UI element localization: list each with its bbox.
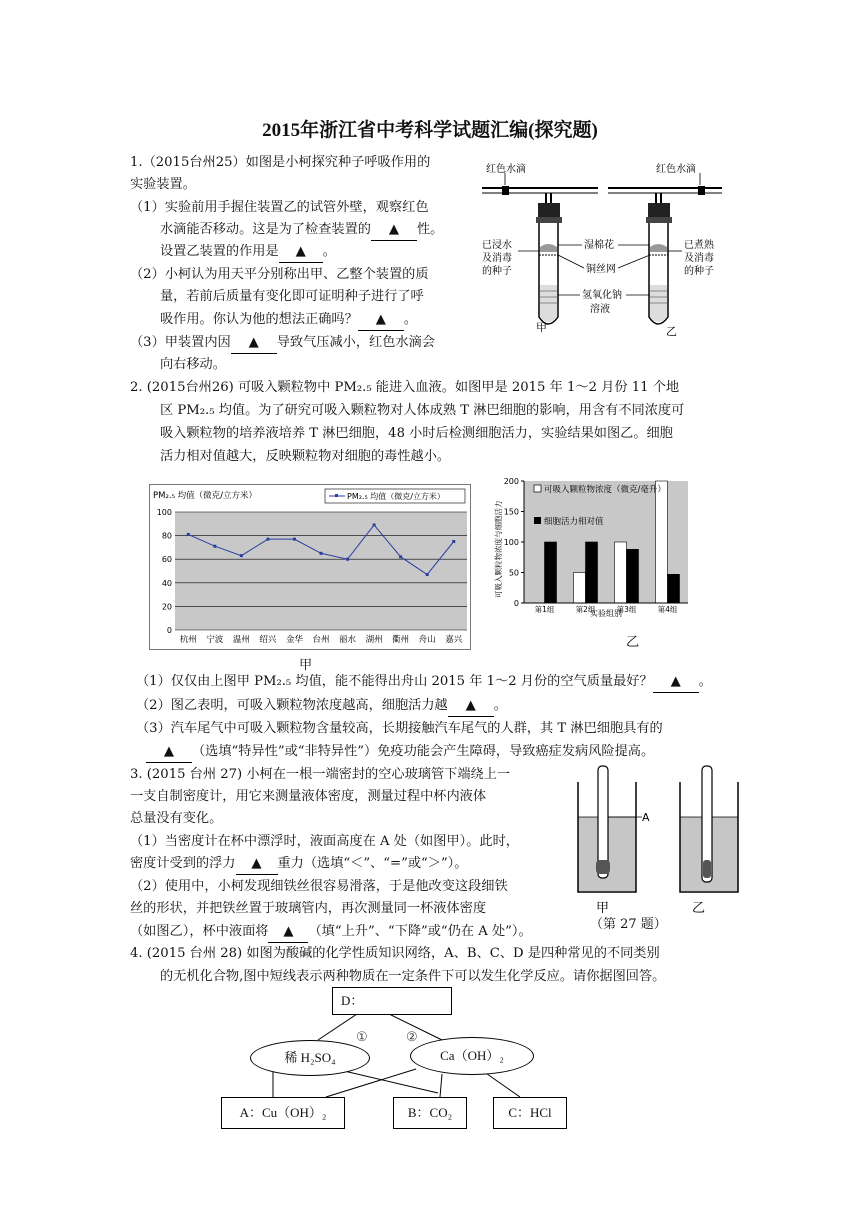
y-tick-label: 20 (161, 602, 172, 612)
q1-part3-line2: 向右移动。 (160, 357, 226, 372)
data-point (187, 533, 190, 536)
y-tick-label: 60 (161, 555, 172, 565)
q3-line1: 3. (2015 台州 27) 小柯在一根一端密封的空心玻璃管下端绕上一 (130, 767, 511, 782)
data-point (293, 538, 296, 541)
q3-line6: （2）使用中，小柯发现细铁丝很容易滑落，于是他改变这段细铁 (130, 879, 508, 894)
q2-part1: （1）仅仅由上图甲 PM₂.₅ 均值，能不能得出舟山 2015 年 1～2 月份的空气质量最好？ ▲ 。 (136, 671, 712, 693)
q3-line4: （1）当密度计在杯中漂浮时，液面高度在 A 处（如图甲）。此时， (130, 834, 519, 849)
iron-wire-jia (596, 860, 610, 874)
seed-label-left-2: 及消毒 (482, 253, 512, 264)
red-drop-label-left: 红色水滴 (486, 164, 526, 175)
cotton-label: 湿棉花 (584, 240, 614, 251)
q4-line2: 的无机化合物,图中短线表示两种物质在一定条件下可以发生化学反应。请你据图回答。 (160, 969, 666, 984)
q1-part2-line2: 量，若前后质量有变化即可证明种子进行了呼 (160, 289, 424, 304)
x-tick-label: 丽水 (339, 635, 357, 645)
node-b: B：CO₂ (393, 1097, 467, 1129)
y-tick-label: 100 (503, 538, 519, 547)
x-tick-label: 杭州 (179, 635, 197, 645)
hydrometer-jia-label: 甲 (596, 901, 610, 916)
data-point (426, 573, 429, 576)
q4-line1: 4. (2015 台州 28) 如图为酸碱的化学性质知识网络，A、B、C、D 是四种常见的不同类别 (130, 946, 660, 961)
seed-label-left-3: 的种子 (482, 266, 512, 277)
red-water-drop-left (502, 186, 509, 195)
x-tick-label: 第4组 (657, 605, 678, 614)
q3-line5: 密度计受到的浮力 ▲ 重力（选填“＜”、“=”或“＞”）。 (130, 853, 467, 875)
data-point (346, 558, 349, 561)
q1-part1-line2: 水滴能否移动。这是为了检查装置的 ▲ 性。 (160, 219, 443, 241)
q1-part1-line3: 设置乙装置的作用是 ▲ 。 (160, 241, 336, 263)
seed-label-left-1: 已浸水 (482, 240, 512, 251)
data-point (213, 545, 216, 548)
q1-part2-line3: 吸作用。你认为他的想法正确吗？ ▲ 。 (160, 309, 417, 331)
iron-wire-yi (703, 860, 711, 878)
bar (668, 574, 680, 603)
q2-part2: （2）图乙表明，可吸入颗粒物浓度越高，细胞活力越 ▲ 。 (136, 695, 507, 717)
naoh-label-1: 氢氧化钠 (582, 290, 622, 301)
copper-mesh-label: 铜丝网 (586, 264, 616, 275)
y-tick-label: 50 (508, 568, 519, 578)
legend-label: PM₂.₅ 均值（微克/立方米） (347, 492, 445, 501)
bar-xlabel: 实验组别 (590, 609, 622, 618)
node-caoh2: Ca（OH）₂ (410, 1037, 534, 1075)
q2-part3-line1: （3）汽车尾气中可吸入颗粒物含量较高，长期接触汽车尾气的人群，其 T 淋巴细胞具有的 (136, 721, 663, 736)
x-tick-label: 台州 (312, 635, 330, 645)
red-water-drop-right (698, 186, 705, 195)
q3-line8: （如图乙），杯中液面将 ▲ （填“上升”、“下降”或“仍在 A 处”）。 (130, 921, 532, 943)
y-tick-label: 0 (513, 599, 519, 608)
bar-legend-1: 可吸入颗粒物浓度（微克/毫升） (544, 485, 666, 495)
apparatus-yi-label: 乙 (666, 325, 677, 338)
answer-blank: ▲ (279, 241, 323, 263)
reaction-2-label: ② (406, 1030, 418, 1045)
answer-blank: ▲ (146, 741, 192, 763)
q2-stem-line2: 区 PM₂.₅ 均值。为了研究可吸入颗粒物对人体成熟 T 淋巴细胞的影响，用含有不同浓度可 (160, 403, 685, 418)
answer-blank: ▲ (371, 219, 417, 241)
bar (615, 542, 627, 603)
level-a-label: A (642, 811, 650, 824)
hydrometer-figure (570, 762, 750, 922)
bar (627, 549, 639, 603)
chart-title: PM₂.₅ 均值（微克/立方米） (153, 491, 258, 501)
seed-label-right-3: 的种子 (684, 266, 714, 277)
y-tick-label: 80 (161, 531, 172, 541)
y-tick-label: 150 (503, 507, 519, 517)
q1-part2-line1: （2）小柯认为用天平分别称出甲、乙整个装置的质 (130, 267, 429, 282)
x-tick-label: 衢州 (392, 635, 410, 645)
red-drop-label-right: 红色水滴 (656, 164, 696, 175)
x-tick-label: 绍兴 (259, 635, 277, 645)
x-tick-label: 第1组 (534, 605, 555, 614)
x-tick-label: 金华 (285, 635, 303, 645)
q2-stem-line1: 2. (2015台州26) 可吸入颗粒物中 PM₂.₅ 能进入血液。如图甲是 2015 年 1～2 月份 11 个地 (130, 380, 680, 395)
x-tick-label: 湖州 (365, 635, 383, 645)
y-tick-label: 0 (166, 626, 172, 635)
y-tick-label: 40 (161, 578, 172, 588)
answer-blank: ▲ (448, 695, 494, 717)
q3-line7: 丝的形状，并把铁丝置于玻璃管内，再次测量同一杯液体密度 (130, 901, 487, 916)
bar-ylabel: 可吸入颗粒物浓度与细胞活力 (494, 500, 503, 598)
y-tick-label: 200 (503, 477, 519, 486)
q1-stem-line2: 实验装置。 (130, 177, 196, 192)
bar (586, 542, 598, 603)
q1-stem-line1: 1.（2015台州25）如图是小柯探究种子呼吸作用的 (130, 155, 431, 170)
bar-legend-2: 细胞活力相对值 (544, 517, 604, 527)
node-d: D： (332, 987, 452, 1015)
chart-jia-label: 甲 (299, 658, 313, 673)
answer-blank: ▲ (231, 332, 277, 354)
chart-yi-label: 乙 (626, 635, 640, 650)
apparatus-jia-label: 甲 (536, 321, 547, 334)
x-tick-label: 第3组 (616, 605, 637, 614)
q1-part1-line1: （1）实验前用手握住装置乙的试管外壁，观察红色 (130, 200, 429, 215)
seed-respiration-apparatus-figure (478, 155, 723, 345)
answer-blank: ▲ (236, 853, 278, 875)
node-a: A：Cu（OH）₂ (221, 1097, 345, 1129)
q1-part3-line1: （3）甲装置内因 ▲ 导致气压减小，红色水滴会 (130, 332, 435, 354)
x-tick-label: 舟山 (418, 635, 436, 645)
q3-line3: 总量没有变化。 (130, 811, 223, 826)
hydrometer-yi-label: 乙 (692, 901, 706, 916)
y-tick-label: 100 (156, 508, 172, 517)
x-tick-label: 宁波 (206, 635, 224, 645)
answer-blank: ▲ (358, 309, 404, 331)
x-tick-label: 第2组 (575, 605, 596, 614)
pm25-line-chart (149, 484, 471, 650)
data-point (373, 523, 376, 526)
page-title: 2015年浙江省中考科学试题汇编(探究题) (262, 120, 598, 141)
answer-blank: ▲ (653, 671, 699, 693)
data-point (452, 540, 455, 543)
x-tick-label: 温州 (232, 635, 250, 645)
data-point (320, 552, 323, 555)
q3-line2: 一支自制密度计，用它来测量液体密度，测量过程中杯内液体 (130, 789, 487, 804)
data-point (266, 538, 269, 541)
answer-blank: ▲ (268, 921, 308, 943)
bar (574, 573, 586, 604)
cell-viability-bar-chart (490, 473, 690, 619)
node-c: C：HCl (493, 1097, 567, 1129)
data-point (399, 555, 402, 558)
q2-stem-line4: 活力相对值越大，反映颗粒物对细胞的毒性越小。 (160, 449, 451, 464)
bar (656, 481, 668, 603)
seed-label-right-2: 及消毒 (684, 253, 714, 264)
seed-label-right-1: 已煮熟 (684, 240, 714, 251)
q2-part3-line2: ▲ （选填“特异性”或“非特异性”）免疫功能会产生障碍，导致癌症发病风险提高。 (146, 741, 654, 763)
naoh-label-2: 溶液 (590, 304, 610, 315)
data-point (240, 554, 243, 557)
figure-caption: （第 27 题） (590, 917, 667, 932)
node-h2so4: 稀 H₂SO₄ (250, 1040, 370, 1076)
reaction-1-label: ① (356, 1030, 368, 1045)
bar (545, 542, 557, 603)
q2-stem-line3: 吸入颗粒物的培养液培养 T 淋巴细胞，48 小时后检测细胞活力，实验结果如图乙。细胞 (160, 426, 673, 441)
x-tick-label: 嘉兴 (445, 635, 463, 645)
